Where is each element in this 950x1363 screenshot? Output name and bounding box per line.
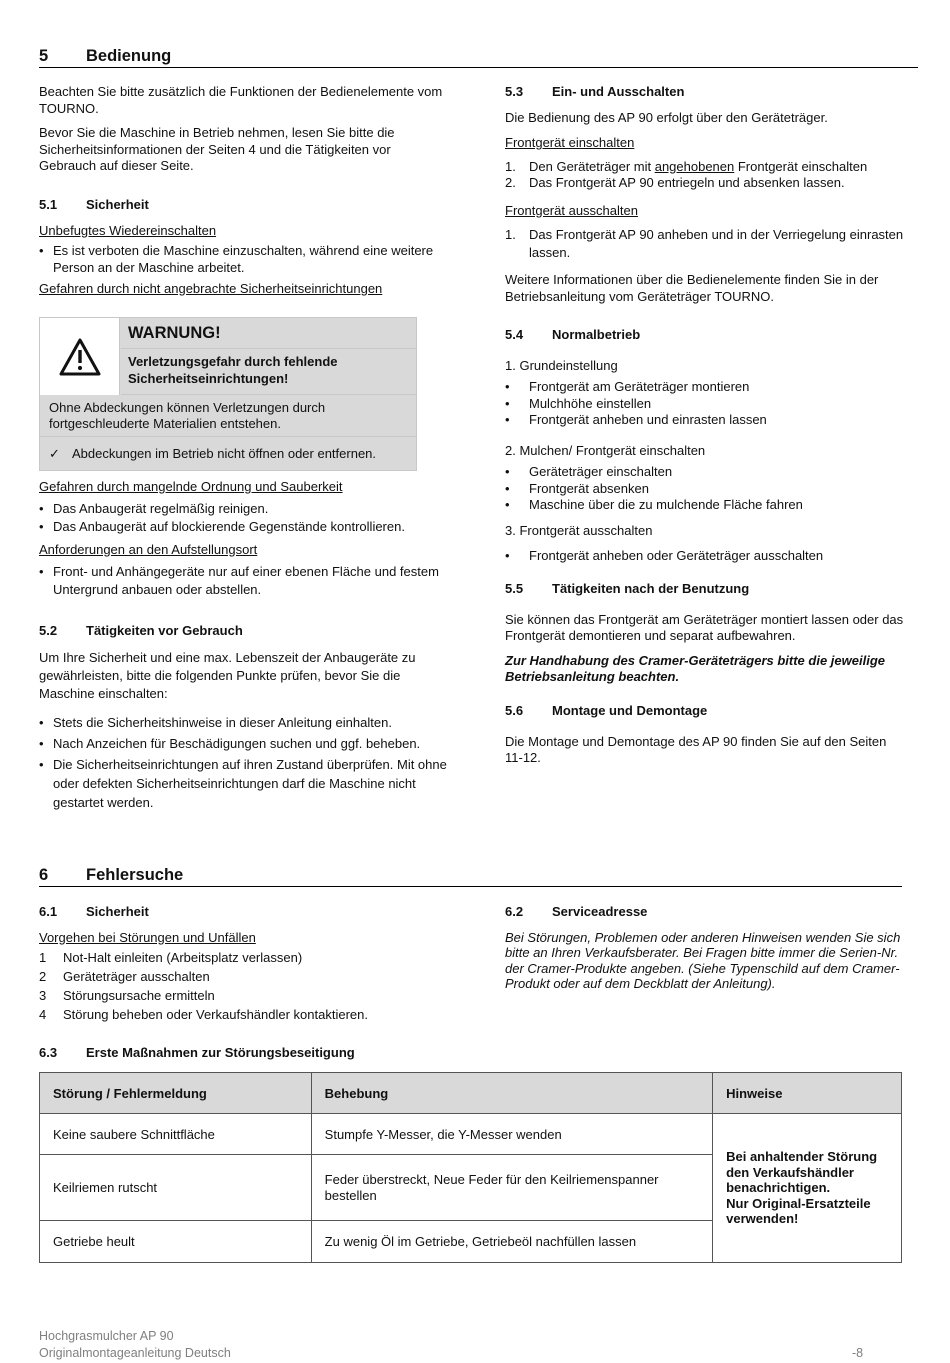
step-number: 2 (39, 969, 47, 984)
checkmark-icon: ✓ (49, 446, 60, 461)
subsection-5-2 (39, 623, 449, 812)
paragraph: Sie können das Frontgerät am Geräteträger montiert lassen oder das Frontgerät demontieren und separat aufbewahren. (505, 611, 904, 643)
subsection-number: 5.3 (505, 84, 524, 99)
subsection-heading (505, 581, 905, 598)
intro-paragraph-2: Bevor Sie die Maschine in Betrieb nehmen, lesen Sie bitte die Sicherheitsinformationen der Seiten 4 und die Tätigkeiten vor Gebrauch auf dieser Seite. (39, 125, 395, 173)
subsection-number: 6.1 (39, 904, 58, 919)
troubleshooting-table (39, 1072, 902, 1263)
step-text: Störungsursache ermitteln (63, 988, 215, 1003)
subsection-heading (39, 904, 469, 921)
subheading-aufstellungsort: Anforderungen an den Aufstellungsort (39, 541, 258, 557)
subsection-5-5 (505, 581, 905, 686)
subsection-title: Tätigkeiten nach der Benutzung (552, 581, 750, 596)
list-item: • Das Anbaugerät regelmäßig reinigen. (39, 501, 449, 518)
list-item: • Frontgerät absenken (505, 481, 905, 498)
column-header: Hinweise (713, 1073, 902, 1114)
paragraph: Um Ihre Sicherheit und eine max. Lebenszeit der Anbaugeräte zu gewährleisten, bitte die folgenden Punkte prüfen, bevor Sie die Maschine einschalten: (39, 649, 416, 701)
note-paragraph: Zur Handhabung des Cramer-Geräteträgers bitte die jeweilige Betriebsanleitung beachten. (505, 652, 885, 684)
list-item: • Nach Anzeichen für Beschädigungen suchen und ggf. beheben. (39, 734, 449, 753)
paragraph: Weitere Informationen über die Bedienelemente finden Sie in der Betriebsanleitung vom Geräteträger TOURNO. (505, 272, 879, 304)
subheading-sicherheitseinrichtungen: Gefahren durch nicht angebrachte Sicherheitseinrichtungen (39, 281, 383, 296)
column-header: Störung / Fehlermeldung (40, 1073, 312, 1114)
subsection-heading (39, 623, 449, 640)
step-number: 3 (39, 988, 47, 1003)
list-item: • Die Sicherheitseinrichtungen auf ihren Zustand überprüfen. Mit ohne oder defekten Sicherheitseinrichtungen darf die Maschine nicht gestartet werden. (39, 755, 449, 812)
fault-cell: Keilriemen rutscht (40, 1155, 312, 1221)
list-item: • Frontgerät anheben oder Geräteträger ausschalten (505, 548, 905, 565)
section-title: Fehlersuche (86, 866, 184, 884)
list-item (39, 967, 469, 986)
paragraph: Die Montage und Demontage des AP 90 finden Sie auf den Seiten 11-12. (505, 733, 887, 765)
subheading-unbefugtes: Unbefugtes Wiedereinschalten (39, 222, 217, 238)
subsection-5-1-cont (39, 479, 449, 599)
numbered-list (39, 948, 469, 1024)
subsection-title: Ein- und Ausschalten (552, 84, 685, 99)
subsection-title: Tätigkeiten vor Gebrauch (86, 623, 243, 638)
intro-paragraph-1: Beachten Sie bitte zusätzlich die Funktionen der Bedienelemente vom TOURNO. (39, 84, 443, 116)
warning-title: WARNUNG! (121, 318, 417, 349)
subheading-ausschalten: Frontgerät ausschalten (505, 202, 638, 218)
fix-cell: Feder überstreckt, Neue Feder für den Keilriemenspanner bestellen (311, 1155, 712, 1221)
list-item-text: Frontgerät einschalten (734, 158, 868, 174)
warning-subtitle: Verletzungsgefahr durch fehlende Sicherheitseinrichtungen! (121, 349, 417, 395)
subsection-heading (39, 197, 449, 214)
subsection-6-2 (505, 904, 915, 992)
warning-body: Ohne Abdeckungen können Verletzungen durch fortgeschleuderte Materialien entstehen. (40, 395, 417, 437)
step-number: 4 (39, 1007, 47, 1022)
paragraph: Die Bedienung des AP 90 erfolgt über den Geräteträger. (505, 109, 828, 125)
subsection-heading (505, 703, 905, 720)
subsection-5-4 (505, 327, 905, 565)
list-item: • Es ist verboten die Maschine einzuschalten, während eine weitere Person an der Maschine arbeitet. (39, 243, 449, 276)
warning-action-text: Abdeckungen im Betrieb nicht öffnen oder entfernen. (72, 446, 377, 461)
subsection-5-6 (505, 703, 905, 767)
subsection-number: 5.2 (39, 623, 58, 638)
step-heading: 1. Grundeinstellung (505, 357, 618, 373)
subsection-number: 6.2 (505, 904, 524, 919)
footer-product: Hochgrasmulcher AP 90 (39, 1329, 174, 1343)
fix-cell: Zu wenig Öl im Getriebe, Getriebeöl nachfüllen lassen (311, 1221, 712, 1263)
subsection-title: Sicherheit (86, 197, 149, 212)
step-number: 1 (39, 950, 47, 965)
section-number: 6 (39, 866, 49, 884)
subsection-number: 5.1 (39, 197, 58, 212)
subsection-5-3 (505, 84, 905, 305)
column-header: Behebung (311, 1073, 712, 1114)
warning-icon-cell (40, 318, 120, 395)
bullet-list (505, 548, 905, 565)
list-item: • Das Anbaugerät auf blockierende Gegenstände kontrollieren. (39, 519, 449, 536)
list-item: 1. Den Geräteträger mit angehobenen Frontgerät einschalten (505, 158, 868, 174)
list-item-text: Das Frontgerät AP 90 anheben und in der Verriegelung einrasten lassen. (529, 227, 904, 260)
list-item: 2. Das Frontgerät AP 90 entriegeln und absenken lassen. (505, 175, 845, 190)
subsection-number: 5.4 (505, 327, 524, 342)
left-column-5 (39, 84, 449, 175)
service-paragraph: Bei Störungen, Problemen oder anderen Hinweisen wenden Sie sich bitte an Ihren Verkaufsberater. Bei Fragen bitte immer die Serien-Nr. der Cramer-Produkte angeben. (Siehe Typenschild auf dem Cramer-Produkt oder auf dem Deckblatt der Anleitung). (505, 929, 901, 991)
bullet-list (39, 501, 449, 536)
list-item-text: Den Geräteträger mit (529, 158, 655, 174)
list-item: • Maschine über die zu mulchende Fläche fahren (505, 497, 905, 514)
table-row (40, 1114, 902, 1155)
footer-manual: Originalmontageanleitung Deutsch (39, 1345, 231, 1360)
list-item (39, 948, 469, 967)
subsection-heading (39, 1045, 639, 1062)
step-heading: 2. Mulchen/ Frontgerät einschalten (505, 442, 706, 458)
subsection-title: Montage und Demontage (552, 703, 708, 718)
subsection-6-1 (39, 904, 469, 1024)
bullet-list (39, 563, 449, 599)
section-6-heading (39, 866, 902, 887)
subsection-heading (505, 84, 905, 101)
bullet-list (39, 713, 449, 812)
warning-box (39, 317, 417, 471)
subheading-einschalten: Frontgerät einschalten (505, 135, 635, 150)
list-item-text: Das Frontgerät AP 90 entriegeln und absenken lassen. (529, 175, 845, 190)
bullet-list (505, 464, 905, 514)
list-item (39, 986, 469, 1005)
subsection-title: Sicherheit (86, 904, 149, 919)
step-heading: 3. Frontgerät ausschalten (505, 522, 653, 538)
subsection-6-3 (39, 1045, 639, 1062)
numbered-list (505, 159, 905, 192)
fix-cell: Stumpfe Y-Messer, die Y-Messer wenden (311, 1114, 712, 1155)
subsection-title: Erste Maßnahmen zur Störungsbeseitigung (86, 1045, 355, 1060)
bullet-list (505, 379, 905, 429)
list-item: 1. Das Frontgerät AP 90 anheben und in der Verriegelung einrasten lassen. (505, 227, 904, 260)
subsection-5-1 (39, 197, 449, 298)
subsection-title: Normalbetrieb (552, 327, 641, 342)
list-item: • Frontgerät anheben und einrasten lassen (505, 412, 905, 429)
subsection-heading (505, 904, 915, 921)
subsection-number: 5.5 (505, 581, 524, 596)
step-text: Störung beheben oder Verkaufshändler kontaktieren. (63, 1007, 368, 1022)
bullet-list (39, 243, 449, 276)
subsection-number: 6.3 (39, 1045, 58, 1060)
list-item: • Frontgerät am Geräteträger montieren (505, 379, 905, 396)
list-item-underlined: angehobenen (654, 158, 735, 174)
table-header-row (40, 1073, 902, 1114)
section-number: 5 (39, 47, 49, 65)
hint-cell: Bei anhaltender Störung den Verkaufshändler benachrichtigen. Nur Original-Ersatzteile verwenden! (713, 1114, 902, 1263)
list-item: • Front- und Anhängegeräte nur auf einer ebenen Fläche und festem Untergrund anbauen oder abstellen. (39, 563, 449, 599)
step-text: Geräteträger ausschalten (63, 969, 210, 984)
warning-triangle-icon (58, 337, 102, 377)
fault-cell: Keine saubere Schnittfläche (40, 1114, 312, 1155)
section-title: Bedienung (86, 47, 172, 65)
subheading-vorgehen: Vorgehen bei Störungen und Unfällen (39, 929, 256, 945)
numbered-list (505, 226, 905, 262)
warning-action (40, 437, 417, 471)
subsection-number: 5.6 (505, 703, 524, 718)
section-5-heading (39, 47, 918, 68)
fault-cell: Getriebe heult (40, 1221, 312, 1263)
list-item: • Mulchhöhe einstellen (505, 396, 905, 413)
subsection-title: Serviceadresse (552, 904, 648, 919)
step-text: Not-Halt einleiten (Arbeitsplatz verlassen) (63, 950, 303, 965)
subsection-heading (505, 327, 905, 344)
list-item: • Stets die Sicherheitshinweise in dieser Anleitung einhalten. (39, 713, 449, 732)
list-item (39, 1005, 469, 1024)
page-number: -8 (852, 1346, 864, 1360)
page-footer (39, 1328, 231, 1361)
subheading-ordnung: Gefahren durch mangelnde Ordnung und Sauberkeit (39, 479, 343, 494)
list-item: • Geräteträger einschalten (505, 464, 905, 481)
